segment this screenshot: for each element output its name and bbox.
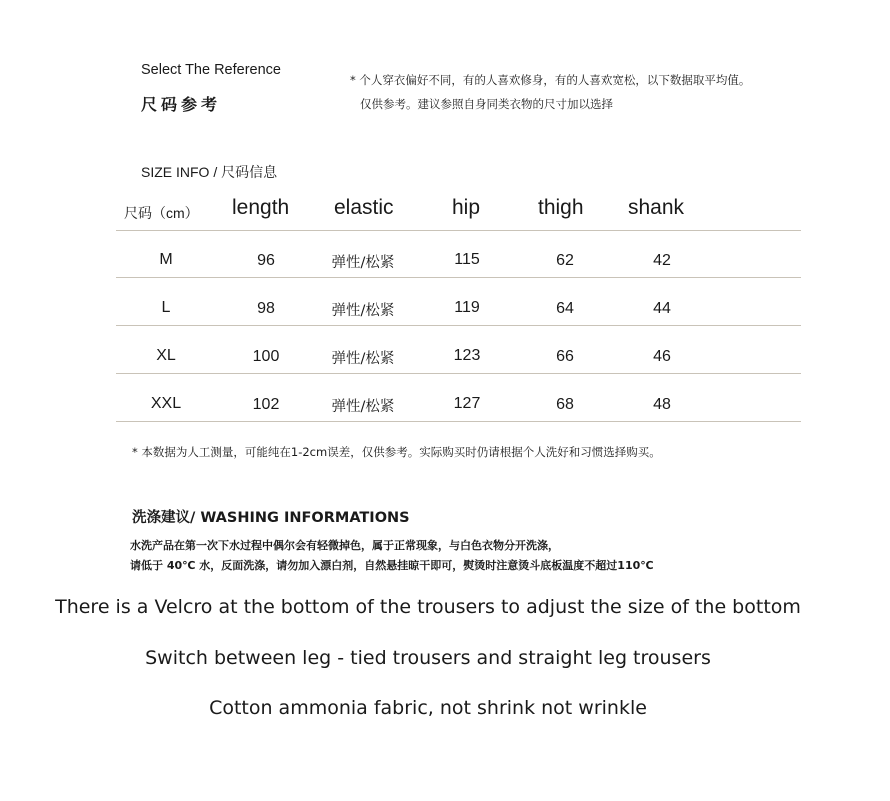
- table-divider: [116, 373, 801, 374]
- cell-shank: 42: [653, 252, 671, 269]
- size-info-heading: SIZE INFO / 尺码信息: [141, 164, 278, 180]
- cell-hip: 127: [453, 395, 481, 412]
- column-header-elastic: elastic: [334, 196, 394, 219]
- size-disclaimer: * 本数据为人工测量，可能纯在1-2cm误差，仅供参考。实际购买时仍请根据个人洗好和习惯选择购买。: [132, 445, 661, 459]
- column-header-shank: shank: [628, 196, 685, 219]
- cell-hip: 123: [453, 347, 481, 364]
- cell-thigh: 68: [556, 396, 574, 413]
- washing-line-1: 水洗产品在第一次下水过程中偶尔会有轻微掉色，属于正常现象，与白色衣物分开洗涤，: [130, 539, 559, 552]
- column-header-size: 尺码（cm）: [124, 205, 199, 221]
- table-divider: [116, 277, 801, 278]
- cell-elastic: 弹性/松紧: [331, 399, 395, 415]
- column-header-hip: hip: [452, 196, 481, 219]
- feature-leg-style: Switch between leg - tied trousers and straight leg trousers: [145, 647, 711, 669]
- feature-fabric: Cotton ammonia fabric, not shrink not wrinkle: [209, 697, 647, 719]
- cell-length: 96: [257, 252, 275, 269]
- cell-thigh: 64: [556, 300, 574, 317]
- cell-size: XL: [156, 347, 176, 364]
- cell-elastic: 弹性/松紧: [331, 255, 395, 271]
- cell-length: 98: [257, 300, 275, 317]
- cell-shank: 46: [653, 348, 671, 365]
- cell-length: 100: [252, 348, 280, 365]
- cell-elastic: 弹性/松紧: [331, 351, 395, 367]
- washing-title: 洗涤建议/ WASHING INFORMATIONS: [132, 510, 410, 526]
- table-divider: [116, 325, 801, 326]
- cell-size: XXL: [150, 395, 182, 412]
- cell-thigh: 62: [556, 252, 574, 269]
- table-divider: [116, 421, 801, 422]
- cell-hip: 119: [454, 299, 480, 316]
- reference-note-line-1: * 个人穿衣偏好不同，有的人喜欢修身，有的人喜欢宽松，以下数据取平均值。: [350, 73, 751, 87]
- column-header-thigh: thigh: [538, 196, 584, 219]
- cell-hip: 115: [454, 251, 480, 268]
- reference-title-en: Select The Reference: [141, 62, 281, 78]
- feature-velcro: There is a Velcro at the bottom of the trousers to adjust the size of the bottom: [55, 596, 801, 618]
- table-divider: [116, 230, 801, 231]
- cell-shank: 48: [653, 396, 671, 413]
- washing-line-2: 请低于 40℃ 水，反面洗涤，请勿加入漂白剂，自然悬挂晾干即可，熨烫时注意烫斗底板温度不超过110℃: [130, 559, 654, 572]
- cell-length: 102: [252, 396, 280, 413]
- column-header-length: length: [232, 196, 290, 219]
- cell-elastic: 弹性/松紧: [331, 303, 395, 319]
- cell-thigh: 66: [556, 348, 574, 365]
- cell-size: L: [161, 299, 171, 316]
- reference-note-line-2: 仅供参考。建议参照自身同类衣物的尺寸加以选择: [360, 97, 613, 111]
- reference-title-cn: 尺码参考: [141, 95, 222, 114]
- cell-shank: 44: [653, 300, 671, 317]
- cell-size: M: [159, 251, 173, 268]
